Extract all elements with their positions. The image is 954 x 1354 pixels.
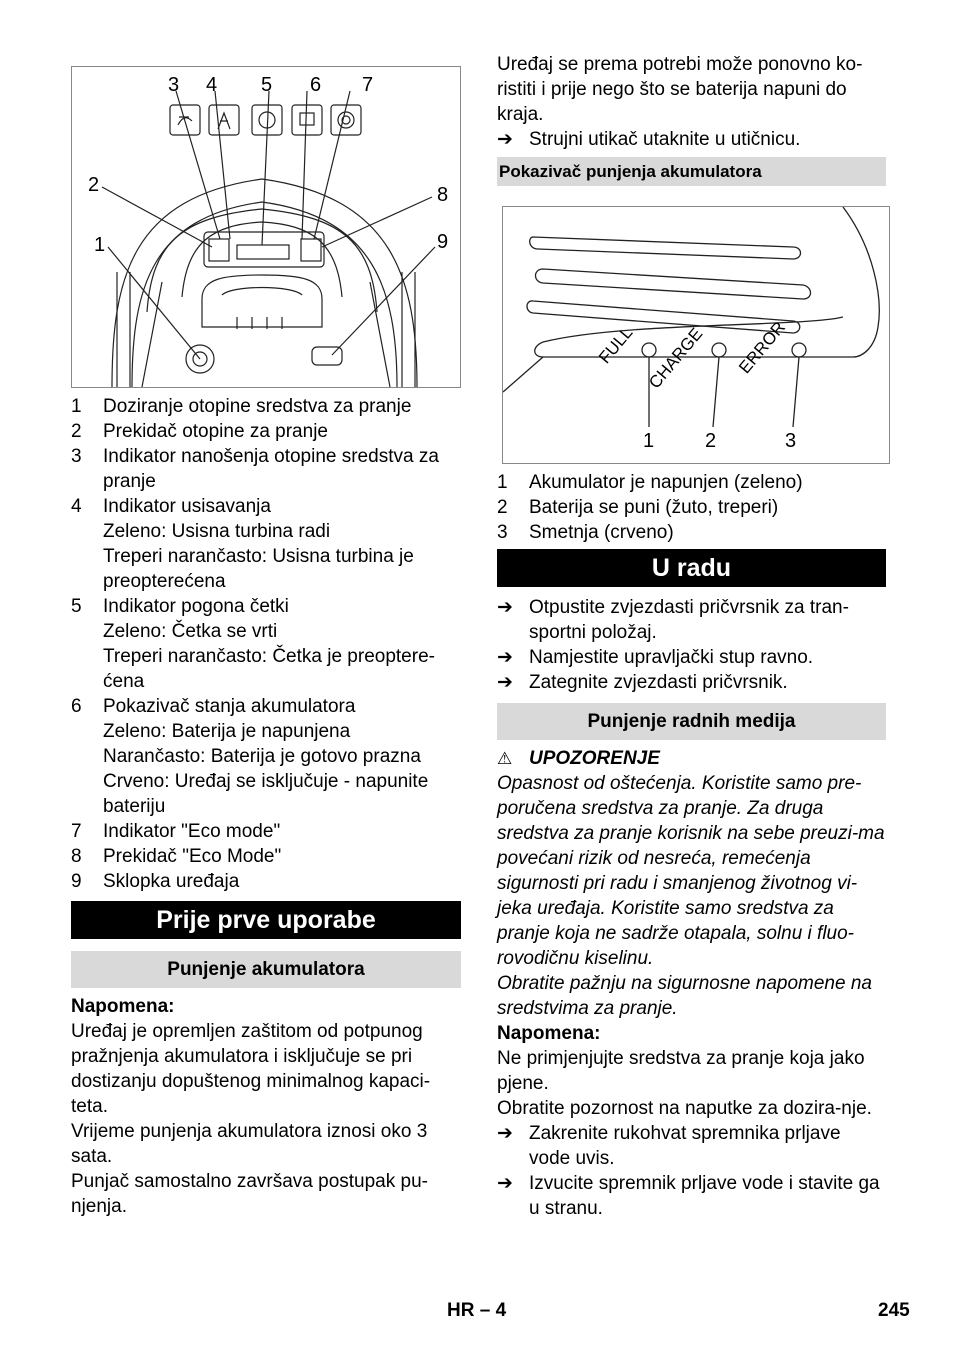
legend-item: 1 Doziranje otopine sredstva za pranje bbox=[71, 396, 412, 417]
intro-paragraph: Uređaj se prema potrebi može ponovno ko-ristiti i prije nego što se baterija napuni do kraja. bbox=[497, 54, 863, 125]
step-item: ➔ Izvucite spremnik prljave vode i stavite ga u stranu. bbox=[497, 1173, 880, 1219]
step-item: ➔ Zategnite zvjezdasti pričvrsnik. bbox=[497, 672, 788, 693]
arrow-right-icon: ➔ bbox=[497, 647, 513, 668]
section-title-operation: U radu bbox=[497, 549, 886, 587]
warning-triangle-icon: ⚠ bbox=[497, 749, 513, 768]
note-label: Napomena: bbox=[71, 996, 175, 1017]
step-item: ➔ Namjestite upravljački stup ravno. bbox=[497, 647, 814, 668]
charge-indicator-figure bbox=[502, 206, 890, 464]
legend-item: 4 Indikator usisavanja Zeleno: Usisna turbina radi Treperi narančasto: Usisna turbina je preopterećena bbox=[71, 496, 414, 592]
subsection-title-filling: Punjenje radnih medija bbox=[497, 703, 886, 740]
control-panel-illustration bbox=[72, 67, 460, 387]
error-label: ERROR bbox=[735, 317, 790, 378]
note-label: Napomena: bbox=[497, 1023, 601, 1044]
warning-text: Obratite pažnju na sigurnosne napomene na sredstvima za pranje. bbox=[497, 973, 872, 1019]
note-paragraph: Uređaj je opremljen zaštitom od potpunog pražnjenja akumulatora i isključuje se pri dostizanju dopuštenog minimalnog kapaci-teta. bbox=[71, 1021, 431, 1117]
charge-label: CHARGE bbox=[645, 324, 707, 393]
note-paragraph: Obratite pozornost na naputke za dozira-nje. bbox=[497, 1098, 872, 1119]
legend-item: 8 Prekidač "Eco Mode" bbox=[71, 846, 282, 867]
section-title-first-use: Prije prve uporabe bbox=[71, 901, 461, 939]
callout-1: 1 bbox=[94, 234, 106, 256]
right-column bbox=[497, 52, 886, 1221]
legend-item: 2 Baterija se puni (žuto, treperi) bbox=[497, 497, 779, 518]
indicator-title: Pokazivač punjenja akumulatora bbox=[497, 157, 886, 186]
callout-4: 4 bbox=[206, 74, 218, 96]
legend-item: 2 Prekidač otopine za pranje bbox=[71, 421, 328, 442]
note-paragraph: Vrijeme punjenja akumulatora iznosi oko 3 sata. bbox=[71, 1121, 428, 1167]
left-column bbox=[71, 66, 461, 1219]
step-item: ➔ Zakrenite rukohvat spremnika prljave vode uvis. bbox=[497, 1123, 841, 1169]
arrow-right-icon: ➔ bbox=[497, 1173, 513, 1194]
legend-item: 5 Indikator pogona četki Zeleno: Četka se vrti Treperi narančasto: Četka je preoptere-ćena bbox=[71, 596, 435, 692]
callout-8: 8 bbox=[437, 184, 449, 206]
callout-9: 9 bbox=[437, 231, 449, 253]
callout-2: 2 bbox=[705, 430, 717, 452]
arrow-right-icon: ➔ bbox=[497, 672, 513, 693]
note-paragraph: Punjač samostalno završava postupak pu-njenja. bbox=[71, 1171, 428, 1217]
footer-page-number: 245 bbox=[878, 1300, 910, 1321]
callout-2: 2 bbox=[88, 174, 100, 196]
legend-item: 3 Smetnja (crveno) bbox=[497, 522, 674, 543]
legend-item: 9 Sklopka uređaja bbox=[71, 871, 240, 892]
control-legend bbox=[71, 394, 461, 894]
arrow-right-icon: ➔ bbox=[497, 597, 513, 618]
subsection-title-battery-charging: Punjenje akumulatora bbox=[71, 951, 461, 988]
callout-7: 7 bbox=[362, 74, 374, 96]
legend-item: 7 Indikator "Eco mode" bbox=[71, 821, 281, 842]
full-label: FULL bbox=[595, 323, 637, 368]
legend-item: 3 Indikator nanošenja otopine sredstva za pranje bbox=[71, 446, 439, 492]
charge-indicator-illustration bbox=[503, 207, 889, 463]
callout-1: 1 bbox=[643, 430, 655, 452]
callout-3: 3 bbox=[168, 74, 180, 96]
legend-item: 1 Akumulator je napunjen (zeleno) bbox=[497, 472, 803, 493]
callout-6: 6 bbox=[310, 74, 322, 96]
note-paragraph: Ne primjenjujte sredstva za pranje koja jako pjene. bbox=[497, 1048, 865, 1094]
control-panel-figure bbox=[71, 66, 461, 388]
warning-text: Opasnost od oštećenja. Koristite samo pre-poručena sredstva za pranje. Za druga sredstva za pranje korisnik na sebe preuzi-ma povećani rizik od nesreća, remećenja sigurnosti pri radu i smanjenog životnog vi-jeka uređaja. Koristite samo sredstva za pranje koja ne sadrže otapala, solnu i fluo-rovodičnu kiselinu. bbox=[497, 773, 885, 969]
callout-3: 3 bbox=[785, 430, 797, 452]
operation-steps bbox=[497, 595, 886, 695]
arrow-right-icon: ➔ bbox=[497, 129, 513, 150]
warning-heading: ⚠ UPOZORENJE bbox=[497, 748, 660, 769]
arrow-right-icon: ➔ bbox=[497, 1123, 513, 1144]
step-item: ➔ Otpustite zvjezdasti pričvrsnik za tran-sportni položaj. bbox=[497, 597, 849, 643]
callout-5: 5 bbox=[261, 74, 273, 96]
footer-section-label: HR – 4 bbox=[447, 1300, 507, 1321]
indicator-legend bbox=[497, 470, 886, 545]
legend-item: 6 Pokazivač stanja akumulatora Zeleno: Baterija je napunjena Narančasto: Baterija je gotovo prazna Crveno: Uređaj se isključuje - napunite bateriju bbox=[71, 696, 429, 817]
step-item: ➔ Strujni utikač utaknite u utičnicu. bbox=[497, 129, 801, 150]
